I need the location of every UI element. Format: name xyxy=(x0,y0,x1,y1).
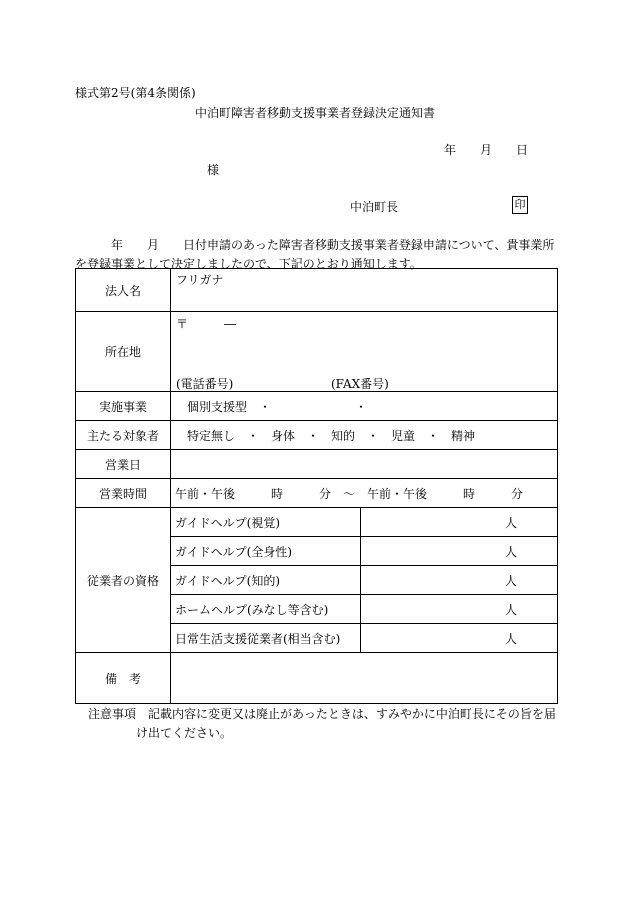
corp-name-label: 法人名 xyxy=(76,269,171,312)
notice-line-2: け出てください。 xyxy=(136,726,233,740)
staff-type: ガイドヘルプ(全身性) xyxy=(171,537,361,566)
staff-count-field[interactable]: 人 xyxy=(361,508,558,537)
business-day-label: 営業日 xyxy=(76,450,171,479)
registration-table xyxy=(75,268,558,704)
remarks-field[interactable] xyxy=(171,653,558,704)
staff-count-field[interactable]: 人 xyxy=(361,566,558,595)
hours-label: 営業時間 xyxy=(76,479,171,508)
body-line-1: 年 月 日付申請のあった障害者移動支援事業者登録申請について、貴事業所 xyxy=(75,238,555,252)
staff-qualification-label: 従業者の資格 xyxy=(76,508,171,653)
notice-section xyxy=(88,705,558,743)
document-title: 中泊町障害者移動支援事業者登録決定通知書 xyxy=(195,106,436,120)
staff-type: ガイドヘルプ(知的) xyxy=(171,566,361,595)
furigana-label: フリガナ xyxy=(176,273,224,287)
phone-label: (電話番号) xyxy=(176,377,234,391)
addressee-suffix: 様 xyxy=(207,163,220,177)
target-value[interactable]: 特定無し ・ 身体 ・ 知的 ・ 児童 ・ 精神 xyxy=(171,421,558,450)
hours-value[interactable]: 午前・午後 時 分 ～ 午前・午後 時 分 xyxy=(171,479,558,508)
staff-type: ホームヘルプ(みなし等含む) xyxy=(171,595,361,624)
service-label: 実施事業 xyxy=(76,392,171,421)
staff-count-field[interactable]: 人 xyxy=(361,537,558,566)
staff-type: 日常生活支援従業者(相当含む) xyxy=(171,624,361,653)
seal-mark: 印 xyxy=(512,196,528,214)
issuer-name: 中泊町長 xyxy=(350,200,399,214)
body-line-2: を登録事業として決定しましたので、下記のとおり通知します。 xyxy=(75,257,422,271)
remarks-label: 備 考 xyxy=(76,653,171,704)
service-value[interactable]: 個別支援型 ・ ・ xyxy=(171,392,558,421)
address-field[interactable] xyxy=(171,312,558,392)
date-line: 年 月 日 xyxy=(444,143,529,157)
target-label: 主たる対象者 xyxy=(76,421,171,450)
business-day-field[interactable] xyxy=(171,450,558,479)
fax-label: (FAX番号) xyxy=(331,377,389,391)
staff-count-field[interactable]: 人 xyxy=(361,595,558,624)
postal-mark: 〒 ― xyxy=(176,317,237,331)
staff-count-field[interactable]: 人 xyxy=(361,624,558,653)
corp-name-field[interactable] xyxy=(171,269,558,312)
staff-type: ガイドヘルプ(視覚) xyxy=(171,508,361,537)
notice-line-1: 注意事項 記載内容に変更又は廃止があったときは、すみやかに中泊町長にその旨を届 xyxy=(88,707,556,721)
form-number: 様式第2号(第4条関係) xyxy=(75,86,196,100)
address-label: 所在地 xyxy=(76,312,171,392)
